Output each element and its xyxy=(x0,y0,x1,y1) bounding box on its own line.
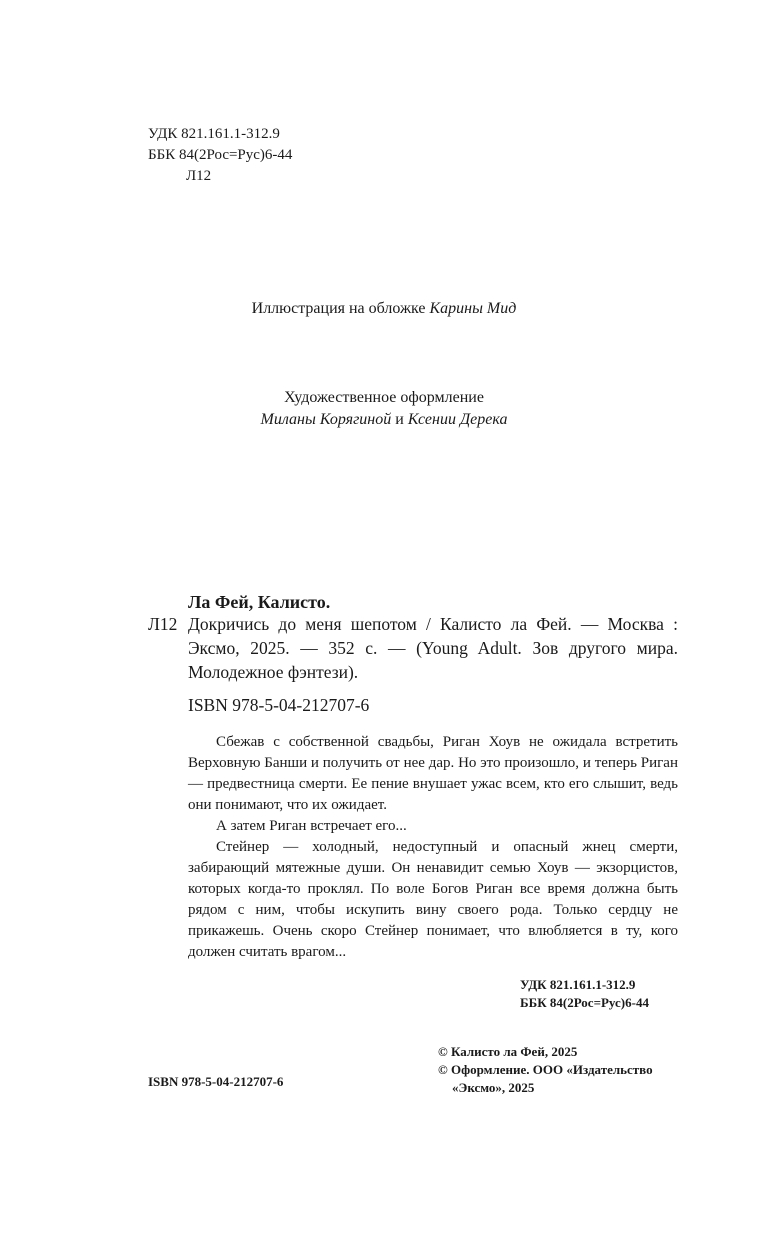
bib-description: Докричись до меня шепотом / Калисто ла Фей. — Москва : Эксмо, 2025. — 352 с. — (Young Adult. Зов другого мира. Молодежное фэнтези). xyxy=(188,614,678,682)
annotation xyxy=(188,732,678,963)
footer-codes xyxy=(520,976,680,1012)
annotation-paragraph: А затем Риган встречает его... xyxy=(216,818,407,834)
design-credit xyxy=(0,387,768,431)
illustrator-name: Карины Мид xyxy=(429,300,517,317)
copyright-design: © Оформление. ООО «Издательство xyxy=(438,1062,653,1077)
annotation-paragraph: Стейнер — холодный, недоступный и опасный жнец смерти, забирающий мятежные души. Он ненавидит семью Хоув — экзорцистов, которых когда-то проклял. По воле Богов Риган все время должна быть рядом с ним, чтобы искупить вину своего рода. Только сердцу не прикажешь. Очень скоро Стейнер понимает, что влюбляется в ту, кого должен считать врагом... xyxy=(188,839,678,960)
copyright-author: © Калисто ла Фей, 2025 xyxy=(438,1044,578,1059)
author-heading: Ла Фей, Калисто. xyxy=(188,592,331,612)
designer-1: Миланы Корягиной xyxy=(260,411,392,428)
classification-codes xyxy=(148,124,292,187)
designer-2: Ксении Дерека xyxy=(407,411,508,428)
illustration-prefix: Иллюстрация на обложке xyxy=(251,300,426,317)
illustration-credit xyxy=(0,298,768,320)
bbk-code: ББК 84(2Рос=Рус)6-44 xyxy=(148,147,293,163)
bib-author-code: Л12 xyxy=(148,614,178,634)
footer-udk: УДК 821.161.1-312.9 xyxy=(520,977,636,992)
footer-bbk: ББК 84(2Рос=Рус)6-44 xyxy=(520,995,649,1010)
author-code: Л12 xyxy=(186,168,212,184)
copyright-publisher: «Эксмо», 2025 xyxy=(452,1080,535,1095)
bibliographic-record xyxy=(148,612,678,684)
design-title: Художественное оформление xyxy=(284,389,484,406)
copyright-block xyxy=(438,1043,688,1097)
isbn: ISBN 978-5-04-212707-6 xyxy=(188,695,370,715)
designer-conj: и xyxy=(395,411,404,428)
udk-code: УДК 821.161.1-312.9 xyxy=(148,126,280,142)
footer-isbn: ISBN 978-5-04-212707-6 xyxy=(148,1074,284,1089)
annotation-paragraph: Сбежав с собственной свадьбы, Риган Хоув не ожидала встретить Верховную Банши и получить от нее дар. Но это произошло, и теперь Риган — предвестница смерти. Ее пение внушает ужас всем, кто его слышит, ведь они понимают, что их ожидает. xyxy=(188,734,678,813)
